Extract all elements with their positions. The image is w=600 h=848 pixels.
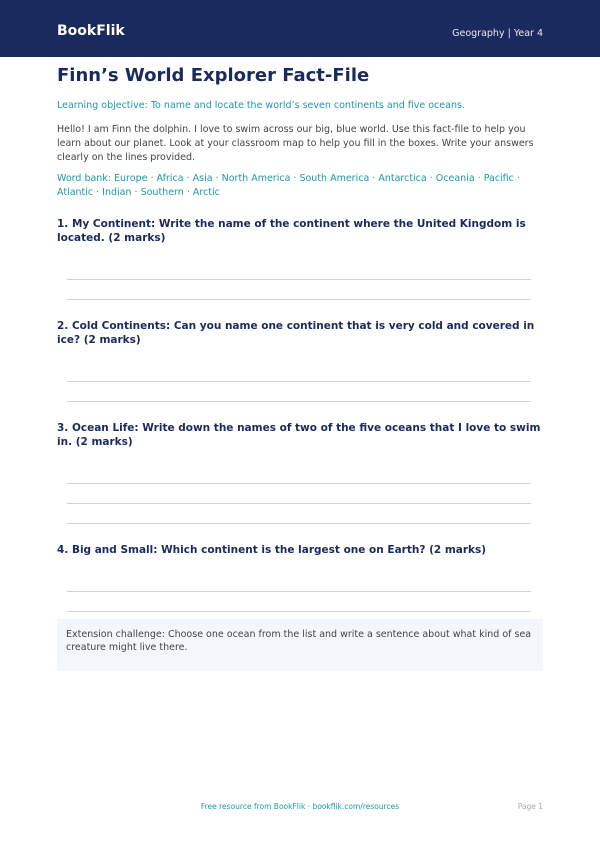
extension-challenge-text: Extension challenge: Choose one ocean from the list and write a sentence about what kind of sea creature might live there. (66, 629, 532, 653)
brand-logo: BookFlik (57, 23, 125, 39)
question-1: 1. My Continent: Write the name of the continent where the United Kingdom is located. (2 marks) (57, 218, 526, 244)
header-bar (0, 0, 600, 57)
learning-objective: Learning objective: To name and locate the world’s seven continents and five oceans. (57, 100, 465, 111)
answer-line-q3-2[interactable] (67, 503, 531, 504)
answer-line-q4-1[interactable] (67, 591, 531, 592)
answer-line-q2-2[interactable] (67, 401, 531, 402)
page-title: Finn’s World Explorer Fact-File (57, 65, 370, 86)
question-4: 4. Big and Small: Which continent is the largest one on Earth? (2 marks) (57, 544, 487, 556)
subject-year-label: Geography | Year 4 (452, 28, 543, 39)
word-bank: Word bank: Europe · Africa · Asia · North America · South America · Antarctica · Oceania · Pacific · Atlantic · Indian · Southern · Arctic (57, 173, 520, 198)
answer-line-q3-3[interactable] (67, 523, 531, 524)
intro-paragraph: Hello! I am Finn the dolphin. I love to swim across our big, blue world. Use this fact-file to help you learn about our planet. Look at your classroom map to help you fill in the boxes. Write your answers clearly on the lines provided. (57, 124, 534, 163)
question-2: 2. Cold Continents: Can you name one continent that is very cold and covered in ice? (2 marks) (57, 320, 535, 346)
answer-line-q3-1[interactable] (67, 483, 531, 484)
footer-resource-link[interactable]: Free resource from BookFlik · bookflik.com/resources (200, 802, 400, 811)
extension-challenge-box (57, 619, 543, 671)
question-3: 3. Ocean Life: Write down the names of two of the five oceans that I love to swim in. (2 marks) (57, 422, 541, 448)
answer-line-q2-1[interactable] (67, 381, 531, 382)
answer-line-q1-2[interactable] (67, 299, 531, 300)
answer-line-q4-2[interactable] (67, 611, 531, 612)
page-number: Page 1 (517, 802, 543, 811)
answer-line-q1-1[interactable] (67, 279, 531, 280)
